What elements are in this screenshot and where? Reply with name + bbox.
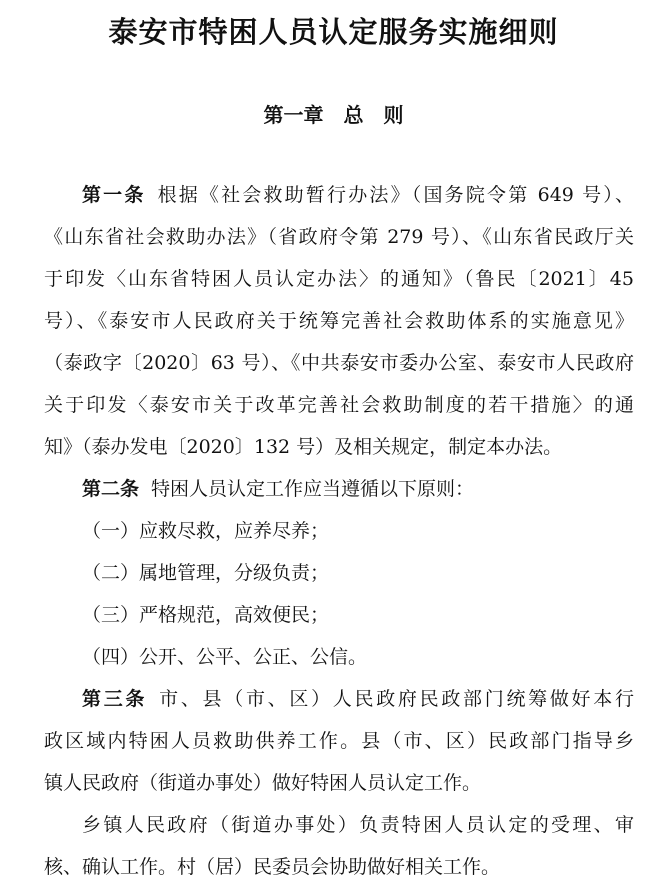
principle-item: （二）属地管理，分级负责； bbox=[82, 562, 330, 584]
principle-item: （四）公开、公平、公正、公信。 bbox=[82, 646, 368, 668]
paragraph-line: 乡镇人民政府（街道办事处）负责特困人员认定的受理、审 bbox=[82, 814, 634, 836]
article-2-line-1 bbox=[82, 470, 634, 508]
chapter-heading: 第一章 总 则 bbox=[263, 103, 404, 127]
article-1-text: 根据《社会救助暂行办法》（国务院令第 649 号）、 bbox=[157, 184, 634, 206]
paragraph-line: 镇人民政府（街道办事处）做好特困人员认定工作。 bbox=[44, 772, 482, 794]
article-2-label: 第二条 bbox=[82, 478, 140, 500]
paragraph-line: 《山东省社会救助办法》（省政府令第 279 号）、《山东省民政厅关 bbox=[44, 226, 634, 248]
article-3-label: 第三条 bbox=[82, 688, 148, 710]
document-title: 泰安市特困人员认定服务实施细则 bbox=[108, 15, 559, 49]
article-1-label: 第一条 bbox=[82, 184, 146, 206]
article-2-intro: 特困人员认定工作应当遵循以下原则： bbox=[151, 478, 475, 500]
paragraph-line: 政区域内特困人员救助供养工作。县（市、区）民政部门指导乡 bbox=[44, 730, 634, 752]
article-1-line-1 bbox=[82, 176, 634, 214]
principle-item: （三）严格规范，高效便民； bbox=[82, 604, 330, 626]
paragraph-line: 号）、《泰安市人民政府关于统筹完善社会救助体系的实施意见》 bbox=[44, 310, 634, 332]
article-3-text: 市、县（市、区）人民政府民政部门统筹做好本行 bbox=[159, 688, 634, 710]
article-3-line-1 bbox=[82, 680, 634, 718]
paragraph-line: 于印发〈山东省特困人员认定办法〉的通知》（鲁民〔2021〕45 bbox=[44, 268, 634, 290]
paragraph-line: 核、确认工作。村（居）民委员会协助做好相关工作。 bbox=[44, 856, 501, 878]
paragraph-line: 关于印发〈泰安市关于改革完善社会救助制度的若干措施〉的通 bbox=[44, 394, 634, 416]
paragraph-line: （泰政字〔2020〕63 号）、《中共泰安市委办公室、泰安市人民政府 bbox=[44, 352, 634, 374]
paragraph-line: 知》（泰办发电〔2020〕132 号）及相关规定，制定本办法。 bbox=[44, 436, 563, 458]
principle-item: （一）应救尽救，应养尽养； bbox=[82, 520, 330, 542]
